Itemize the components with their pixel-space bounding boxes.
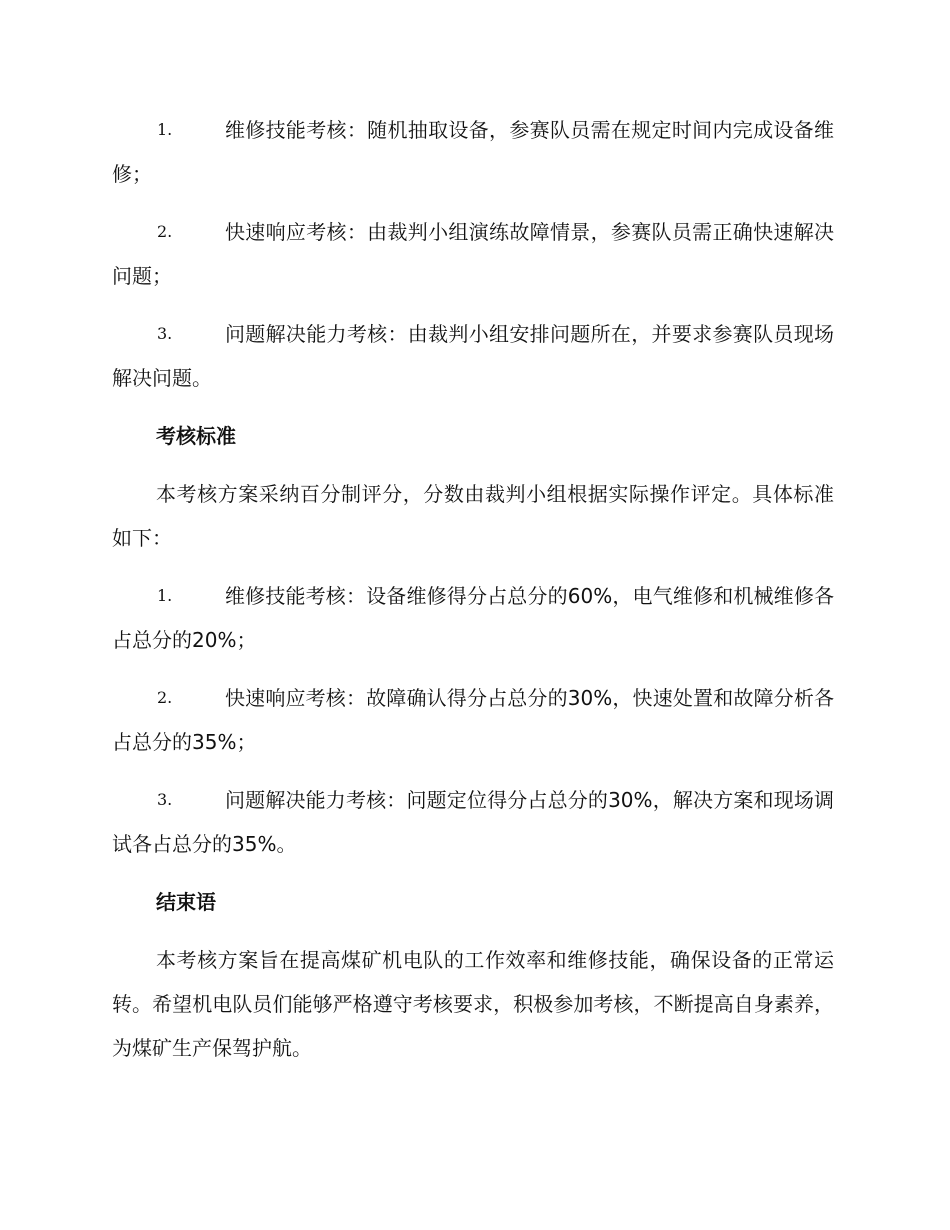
list-text: 问题解决能力考核：由裁判小组安排问题所在，并要求参赛队员现场解决问题。: [112, 322, 834, 390]
list-text: 快速响应考核：由裁判小组演练故障情景，参赛队员需正确快速解决问题；: [112, 220, 834, 288]
list-number: 3.: [157, 790, 173, 809]
list-item: [112, 778, 834, 866]
list-text: 维修技能考核：随机抽取设备，参赛队员需在规定时间内完成设备维修；: [112, 118, 834, 186]
section-heading-conclusion: 结束语: [156, 890, 216, 914]
conclusion-paragraph: 本考核方案旨在提高煤矿机电队的工作效率和维修技能，确保设备的正常运转。希望机电队员们能够严格遵守考核要求，积极参加考核，不断提高自身素养，为煤矿生产保驾护航。: [112, 948, 834, 1060]
list-item: [112, 108, 834, 196]
standard-intro-paragraph: 本考核方案采纳百分制评分，分数由裁判小组根据实际操作评定。具体标准如下：: [112, 482, 834, 550]
section-heading-standard: 考核标准: [156, 424, 236, 448]
list-number: 1.: [157, 120, 173, 139]
list-item: [112, 210, 834, 298]
list-item: [112, 312, 834, 400]
list-item: [112, 676, 834, 764]
list-number: 1.: [157, 586, 173, 605]
list-text: 维修技能考核：设备维修得分占总分的60%，电气维修和机械维修各占总分的20%；: [112, 584, 834, 652]
list-text: 快速响应考核：故障确认得分占总分的30%，快速处置和故障分析各占总分的35%；: [112, 686, 834, 754]
list-number: 3.: [157, 324, 173, 343]
list-number: 2.: [157, 688, 173, 707]
list-item: [112, 574, 834, 662]
list-number: 2.: [157, 222, 173, 241]
list-text: 问题解决能力考核：问题定位得分占总分的30%，解决方案和现场调试各占总分的35%。: [112, 788, 834, 856]
